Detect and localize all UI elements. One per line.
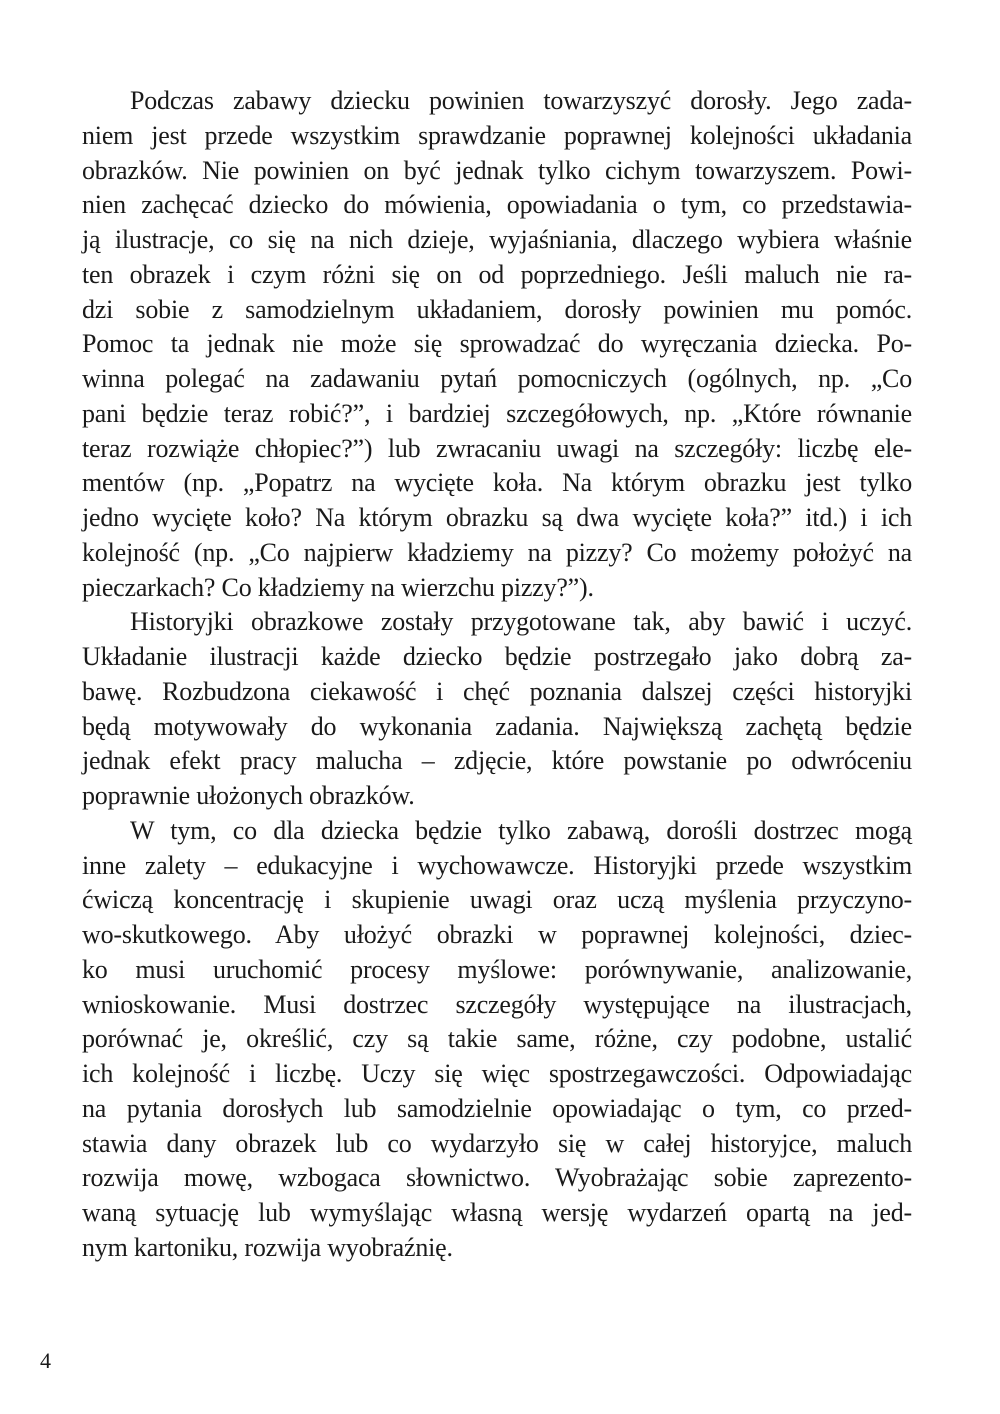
text-line: teraz rozwiąże chłopiec?”) lub zwracaniu uwagi na szczegóły: liczbę ele- [82,433,912,463]
text-line: stawia dany obrazek lub co wydarzyło się w całej historyjce, maluch [82,1128,912,1158]
text-line: ćwiczą koncentrację i skupienie uwagi oraz uczą myślenia przyczyno- [82,885,912,915]
text-line: ten obrazek i czym różni się on od poprzedniego. Jeśli maluch nie ra- [82,259,912,289]
paragraph-2 [82,605,912,814]
text-line: nym kartoniku, rozwija wyobraźnię. [82,1232,453,1262]
text-line: nien zachęcać dziecko do mówienia, opowiadania o tym, co przedstawia- [82,190,912,220]
body-text [82,84,912,1266]
text-line: W tym, co dla dziecka będzie tylko zabawą, dorośli dostrzec mogą [130,815,912,845]
text-line: niem jest przede wszystkim sprawdzanie poprawnej kolejności układania [82,120,912,150]
text-line: bawę. Rozbudzona ciekawość i chęć poznania dalszej części historyjki [82,676,912,706]
text-line: pani będzie teraz robić?”, i bardziej szczegółowych, np. „Które równanie [82,398,912,428]
text-line: porównać je, określić, czy są takie same, różne, czy podobne, ustalić [82,1024,912,1054]
text-line: będą motywowały do wykonania zadania. Największą zachętą będzie [82,711,912,741]
text-line: Układanie ilustracji każde dziecko będzie postrzegało jako dobrą za- [82,642,912,671]
text-line: na pytania dorosłych lub samodzielnie opowiadając o tym, co przed- [82,1093,912,1123]
text-line: jedno wycięte koło? Na którym obrazku są dwa wycięte koła?” itd.) i ich [82,503,912,532]
text-line: pieczarkach? Co kładziemy na wierzchu pizzy?”). [82,572,594,602]
text-line: poprawnie ułożonych obrazków. [82,781,415,810]
text-line: Podczas zabawy dziecku powinien towarzyszyć dorosły. Jego zada- [130,86,912,115]
text-line: obrazków. Nie powinien on być jednak tylko cichym towarzyszem. Powi- [82,155,912,185]
text-line: ko musi uruchomić procesy myślowe: porównywanie, analizowanie, [82,954,912,984]
text-line: wo-skutkowego. Aby ułożyć obrazki w poprawnej kolejności, dziec- [82,920,912,949]
text-line: jednak efekt pracy malucha – zdjęcie, które powstanie po odwróceniu [82,746,912,776]
text-line: Pomoc ta jednak nie może się sprowadzać do wyręczania dziecka. Po- [82,329,912,359]
text-line: mentów (np. „Popatrz na wycięte koła. Na którym obrazku jest tylko [82,468,912,498]
text-line: kolejność (np. „Co najpierw kładziemy na pizzy? Co możemy położyć na [82,537,912,567]
text-line: ją ilustracje, co się na nich dzieje, wyjaśniania, dlaczego wybiera właśnie [82,225,912,254]
page-number: 4 [40,1348,51,1373]
text-line: wnioskowanie. Musi dostrzec szczegóły występujące na ilustracjach, [82,989,912,1019]
paragraph-1 [82,84,912,605]
text-line: ich kolejność i liczbę. Uczy się więc spostrzegawczości. Odpowiadając [82,1059,912,1088]
text-line: dzi sobie z samodzielnym układaniem, dorosły powinien mu pomóc. [82,294,912,324]
text-line: Historyjki obrazkowe zostały przygotowane tak, aby bawić i uczyć. [130,607,912,637]
text-line: rozwija mowę, wzbogaca słownictwo. Wyobrażając sobie zaprezento- [82,1163,912,1193]
text-line: waną sytuację lub wymyślając własną wersję wydarzeń opartą na jed- [82,1198,912,1227]
paragraph-3 [82,814,912,1266]
text-line: inne zalety – edukacyjne i wychowawcze. Historyjki przede wszystkim [82,850,912,880]
text-line: winna polegać na zadawaniu pytań pomocniczych (ogólnych, np. „Co [82,364,912,393]
